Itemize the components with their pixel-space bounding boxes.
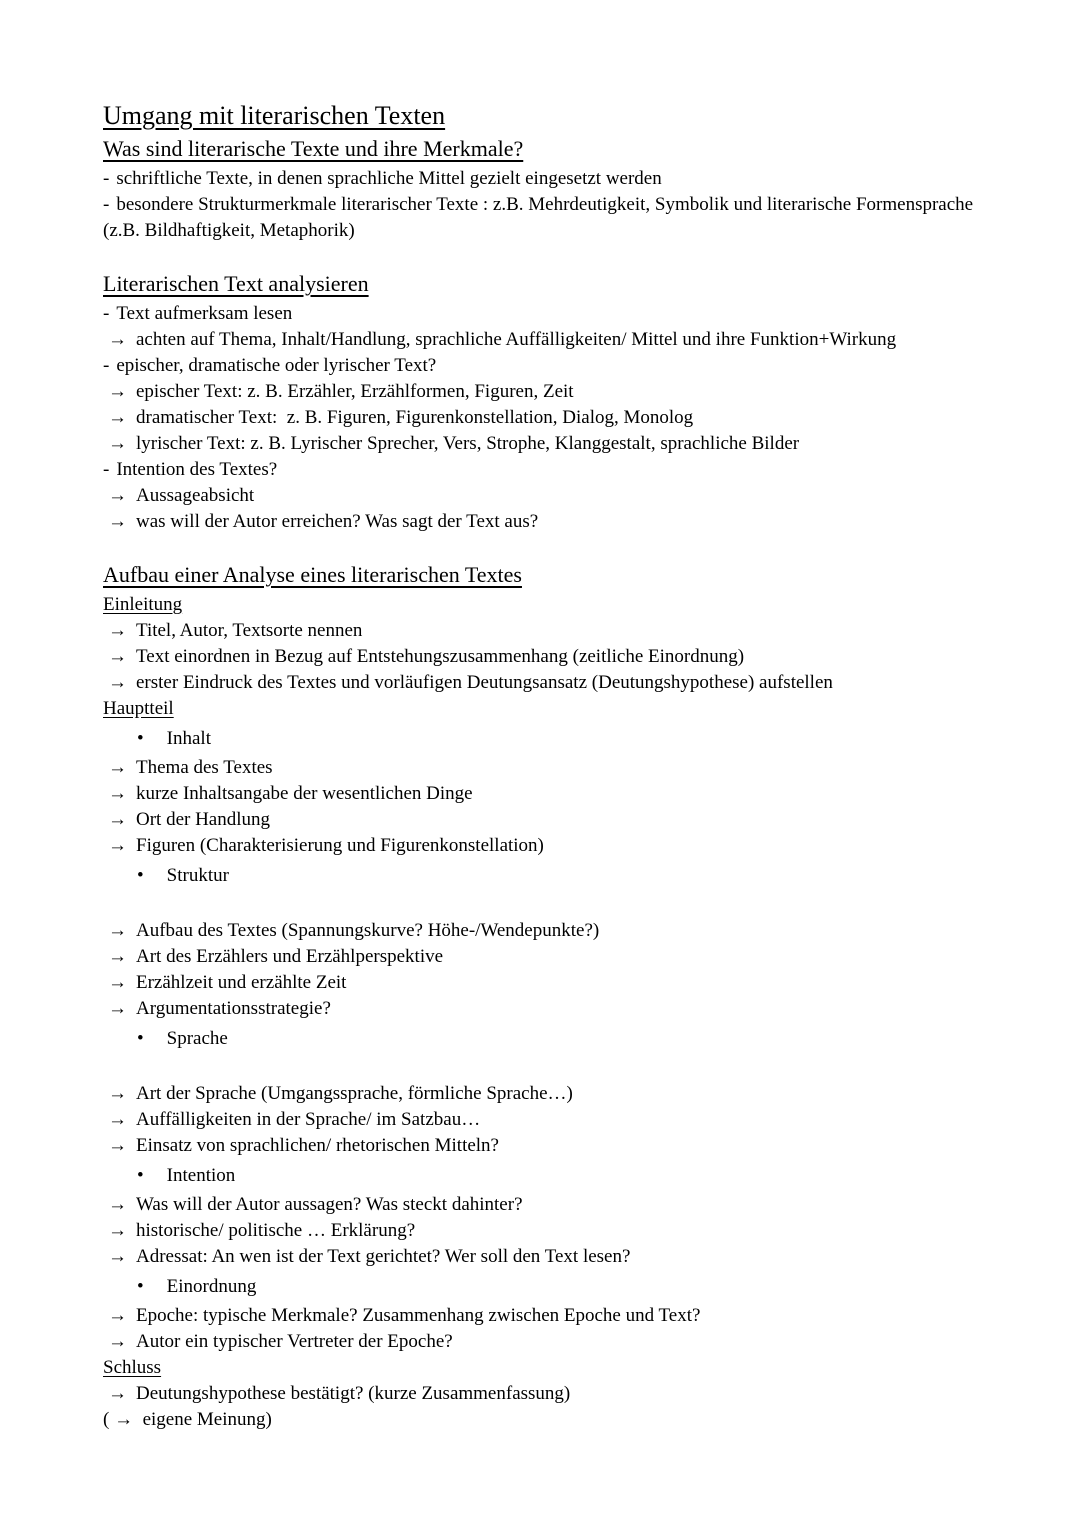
spacer bbox=[103, 892, 975, 918]
dash-marker: - bbox=[103, 459, 110, 480]
arrow-line bbox=[103, 755, 975, 781]
subheading bbox=[103, 592, 975, 618]
arrow-marker: → bbox=[108, 672, 127, 693]
dash-line bbox=[103, 457, 975, 483]
arrow-line bbox=[103, 1303, 975, 1329]
arrow-line bbox=[103, 944, 975, 970]
line-text: Figuren (Charakterisierung und Figurenkonstellation) bbox=[136, 835, 544, 856]
line-text: Argumentationsstrategie? bbox=[136, 998, 331, 1019]
line-text: Art der Sprache (Umgangssprache, förmliche Sprache…) bbox=[136, 1083, 573, 1104]
arrow-marker: → bbox=[108, 972, 127, 993]
arrow-marker: → bbox=[108, 433, 127, 454]
line-text: Intention des Textes? bbox=[116, 459, 278, 480]
plain-line bbox=[103, 1407, 975, 1433]
page-title: Umgang mit literarischen Texten bbox=[103, 101, 446, 130]
line-text: kurze Inhaltsangabe der wesentlichen Dinge bbox=[136, 783, 473, 804]
line-text: Einsatz von sprachlichen/ rhetorischen Mitteln? bbox=[136, 1135, 499, 1156]
subheading bbox=[103, 1355, 975, 1381]
arrow-marker: → bbox=[108, 329, 127, 350]
section bbox=[103, 270, 975, 535]
section-heading: Was sind literarische Texte und ihre Merkmale? bbox=[103, 136, 524, 161]
arrow-marker: → bbox=[108, 511, 127, 532]
line-text: Ort der Handlung bbox=[136, 809, 271, 830]
bullet-marker: • bbox=[137, 865, 144, 886]
arrow-line bbox=[103, 781, 975, 807]
arrow-marker: → bbox=[108, 1083, 127, 1104]
arrow-line bbox=[103, 327, 975, 353]
section bbox=[103, 561, 975, 1433]
line-text: Einleitung bbox=[103, 594, 183, 615]
line-text: Titel, Autor, Textsorte nennen bbox=[136, 620, 363, 641]
dash-marker: - bbox=[103, 194, 110, 215]
arrow-line bbox=[103, 807, 975, 833]
line-text: Erzählzeit und erzählte Zeit bbox=[136, 972, 347, 993]
sections bbox=[103, 135, 978, 1433]
arrow-line bbox=[103, 918, 975, 944]
arrow-marker: → bbox=[108, 1109, 127, 1130]
line-text: Text aufmerksam lesen bbox=[116, 303, 293, 324]
line-text: Deutungshypothese bestätigt? (kurze Zusammenfassung) bbox=[136, 1383, 571, 1404]
arrow-marker: → bbox=[108, 1246, 127, 1267]
arrow-line bbox=[103, 1192, 975, 1218]
line-text: Intention bbox=[166, 1165, 236, 1186]
arrow-marker: → bbox=[108, 1135, 127, 1156]
bullet-marker: • bbox=[137, 1028, 144, 1049]
dash-line bbox=[103, 192, 978, 244]
line-text: Hauptteil bbox=[103, 698, 174, 719]
arrow-marker: → bbox=[108, 407, 127, 428]
line-text: Thema des Textes bbox=[136, 757, 273, 778]
bullet-line bbox=[103, 1274, 975, 1300]
line-text: achten auf Thema, Inhalt/Handlung, sprachliche Auffälligkeiten/ Mittel und ihre Funktion+Wirkung bbox=[136, 329, 897, 350]
arrow-marker: → bbox=[108, 485, 127, 506]
dash-line bbox=[103, 166, 975, 192]
arrow-marker: → bbox=[108, 835, 127, 856]
arrow-line bbox=[103, 379, 975, 405]
line-text: Was will der Autor aussagen? Was steckt dahinter? bbox=[136, 1194, 523, 1215]
line-text: erster Eindruck des Textes und vorläufigen Deutungsansatz (Deutungshypothese) aufstellen bbox=[136, 672, 833, 693]
arrow-line bbox=[103, 483, 975, 509]
section-heading: Literarischen Text analysieren bbox=[103, 271, 369, 296]
bullet-line bbox=[103, 863, 975, 889]
bullet-marker: • bbox=[137, 728, 144, 749]
arrow-line bbox=[103, 833, 975, 859]
arrow-line bbox=[103, 618, 975, 644]
arrow-marker: → bbox=[108, 998, 127, 1019]
bullet-marker: • bbox=[137, 1165, 144, 1186]
line-text: historische/ politische … Erklärung? bbox=[136, 1220, 416, 1241]
line-text: Einordnung bbox=[166, 1276, 257, 1297]
dash-line bbox=[103, 301, 975, 327]
line-text: Art des Erzählers und Erzählperspektive bbox=[136, 946, 444, 967]
line-text: Autor ein typischer Vertreter der Epoche? bbox=[136, 1331, 453, 1352]
line-text: Sprache bbox=[166, 1028, 228, 1049]
line-text: ( → eigene Meinung) bbox=[103, 1409, 272, 1430]
arrow-line bbox=[103, 431, 975, 457]
line-text: Aufbau des Textes (Spannungskurve? Höhe-/Wendepunkte?) bbox=[136, 920, 600, 941]
line-text: Inhalt bbox=[166, 728, 211, 749]
arrow-marker: → bbox=[108, 1331, 127, 1352]
line-text: epischer Text: z. B. Erzähler, Erzählformen, Figuren, Zeit bbox=[136, 381, 574, 402]
line-text: besondere Strukturmerkmale literarischer Texte : z.B. Mehrdeutigkeit, Symbolik und literarische Formensprache (z.B. Bildhaftigkeit, Metaphorik) bbox=[103, 194, 978, 241]
arrow-line bbox=[103, 509, 975, 535]
arrow-line bbox=[103, 970, 975, 996]
bullet-marker: • bbox=[137, 1276, 144, 1297]
line-text: epischer, dramatische oder lyrischer Text? bbox=[116, 355, 437, 376]
bullet-line bbox=[103, 726, 975, 752]
arrow-line bbox=[103, 670, 975, 696]
line-text: schriftliche Texte, in denen sprachliche Mittel gezielt eingesetzt werden bbox=[116, 168, 662, 189]
arrow-marker: → bbox=[108, 946, 127, 967]
arrow-line bbox=[103, 1133, 975, 1159]
section bbox=[103, 135, 978, 244]
line-text: Struktur bbox=[166, 865, 229, 886]
arrow-marker: → bbox=[108, 920, 127, 941]
line-text: dramatischer Text: z. B. Figuren, Figurenkonstellation, Dialog, Monolog bbox=[136, 407, 694, 428]
arrow-marker: → bbox=[108, 757, 127, 778]
arrow-marker: → bbox=[108, 1194, 127, 1215]
dash-marker: - bbox=[103, 355, 110, 376]
arrow-line bbox=[103, 405, 975, 431]
arrow-marker: → bbox=[108, 809, 127, 830]
arrow-line bbox=[103, 1381, 975, 1407]
line-text: was will der Autor erreichen? Was sagt der Text aus? bbox=[136, 511, 539, 532]
arrow-marker: → bbox=[108, 1220, 127, 1241]
arrow-marker: → bbox=[108, 1305, 127, 1326]
arrow-line bbox=[103, 644, 975, 670]
arrow-marker: → bbox=[108, 381, 127, 402]
dash-line bbox=[103, 353, 975, 379]
line-text: Aussageabsicht bbox=[136, 485, 255, 506]
dash-marker: - bbox=[103, 303, 110, 324]
spacer bbox=[103, 1055, 975, 1081]
bullet-line bbox=[103, 1026, 975, 1052]
line-text: Auffälligkeiten in der Sprache/ im Satzbau… bbox=[136, 1109, 481, 1130]
arrow-marker: → bbox=[108, 620, 127, 641]
line-text: Epoche: typische Merkmale? Zusammenhang zwischen Epoche und Text? bbox=[136, 1305, 701, 1326]
arrow-line bbox=[103, 1081, 975, 1107]
dash-marker: - bbox=[103, 168, 110, 189]
arrow-line bbox=[103, 1107, 975, 1133]
line-text: Text einordnen in Bezug auf Entstehungszusammenhang (zeitliche Einordnung) bbox=[136, 646, 745, 667]
arrow-line bbox=[103, 1218, 975, 1244]
line-text: Schluss bbox=[103, 1357, 162, 1378]
line-text: Adressat: An wen ist der Text gerichtet? Wer soll den Text lesen? bbox=[136, 1246, 631, 1267]
arrow-marker: → bbox=[108, 783, 127, 804]
arrow-marker: → bbox=[108, 646, 127, 667]
line-text: lyrischer Text: z. B. Lyrischer Sprecher, Vers, Strophe, Klanggestalt, sprachliche Bilder bbox=[136, 433, 800, 454]
arrow-line bbox=[103, 996, 975, 1022]
arrow-marker: → bbox=[108, 1383, 127, 1404]
bullet-line bbox=[103, 1163, 975, 1189]
section-heading: Aufbau einer Analyse eines literarischen Textes bbox=[103, 562, 522, 587]
subheading bbox=[103, 696, 975, 722]
arrow-line bbox=[103, 1244, 975, 1270]
arrow-line bbox=[103, 1329, 975, 1355]
